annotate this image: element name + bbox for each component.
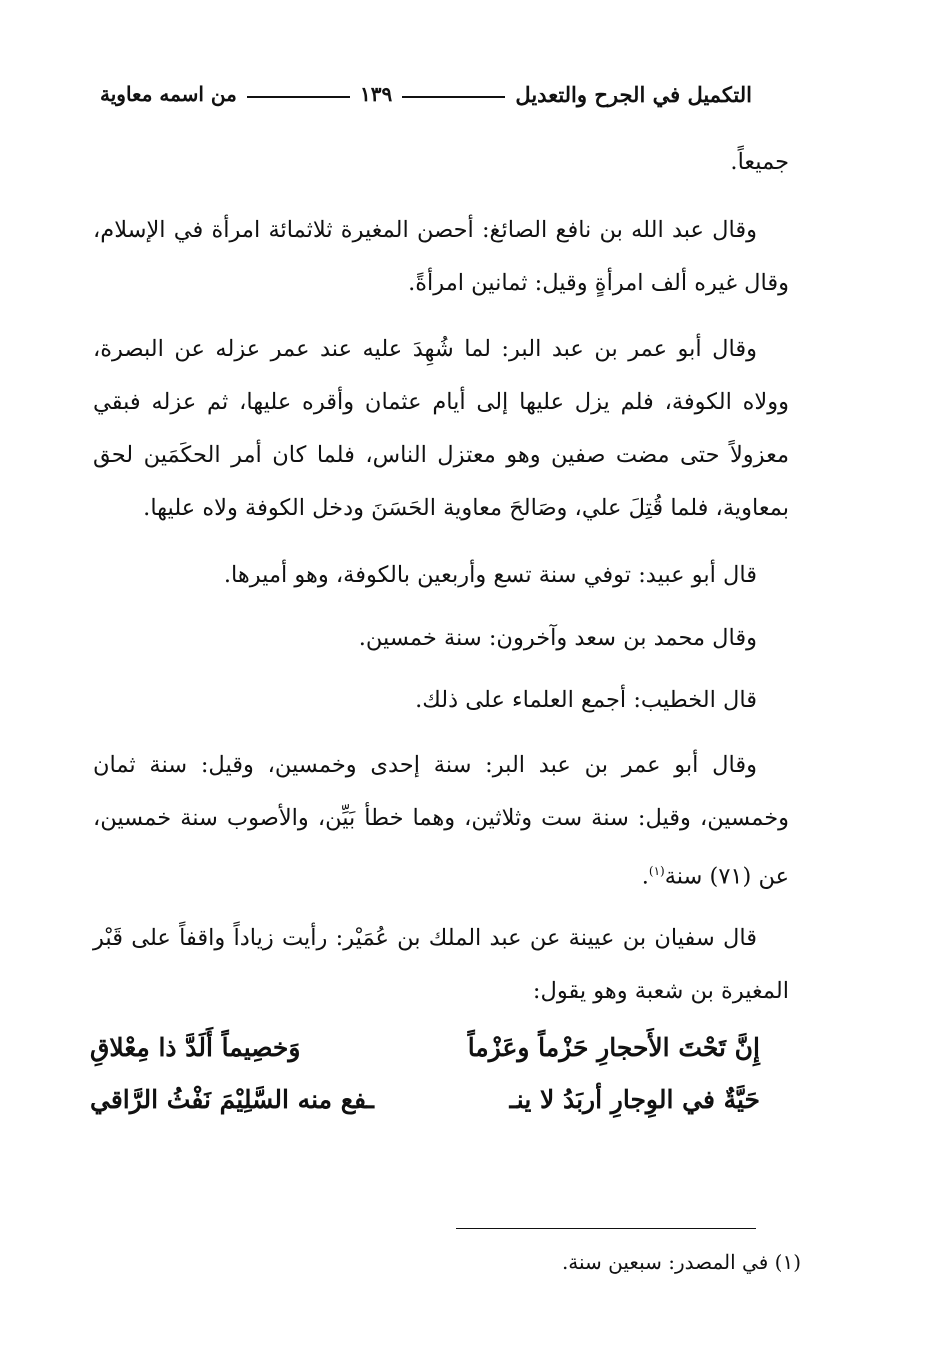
paragraph: وقال محمد بن سعد وآخرون: سنة خمسين. bbox=[358, 625, 757, 651]
verse-first-hemistich: حَيَّةٌ في الوِجارِ أربَدُ لا ينـ bbox=[509, 1085, 760, 1114]
footnote-marker: (١) bbox=[648, 864, 665, 878]
paragraph-end: . bbox=[641, 863, 649, 890]
paragraph: وقال أبو عمر بن عبد البر: لما شُهِدَ عليه عند عمر عزله عن البصرة، وولاه الكوفة، فلم يزل عليها إلى أيام عثمان وأقره عليها، ثم عزله فبقي معزولاً حتى مضت صفين وهو معتزل الناس، فلما كان أمر الحكَمَين لحق بمعاوية، فلما قُتِلَ علي، وصَالحَ معاوية الحَسَنَ ودخل الكوفة ولاه عليها. bbox=[93, 336, 789, 521]
header-rule bbox=[247, 96, 350, 98]
header-rule bbox=[402, 96, 505, 98]
paragraph: قال سفيان بن عيينة عن عبد الملك بن عُمَيْر: رأيت زياداً واقفاً على قَبْر المغيرة بن شعبة وهو يقول: bbox=[93, 925, 789, 1004]
verse-line bbox=[90, 1022, 760, 1074]
paragraph: قال الخطيب: أجمع العلماء على ذلك. bbox=[415, 687, 757, 713]
verse-first-hemistich: إِنَّ تَحْتَ الأَحجارِ حَزْماً وعَزْماً bbox=[467, 1033, 760, 1062]
section-title: من اسمه معاوية bbox=[100, 82, 237, 106]
poem bbox=[90, 1022, 760, 1126]
paragraph: قال أبو عبيد: توفي سنة تسع وأربعين بالكوفة، وهو أميرها. bbox=[223, 562, 757, 588]
paragraph: وقال عبد الله بن نافع الصائغ: أحصن المغيرة ثلاثمائة امرأة في الإسلام، وقال غيره ألف امرأةٍ وقيل: ثمانين امرأةً. bbox=[93, 217, 789, 296]
verse-line bbox=[90, 1074, 760, 1126]
page-number: ١٣٩ bbox=[360, 82, 393, 106]
running-header bbox=[100, 74, 752, 114]
paragraph-text: وقال أبو عمر بن عبد البر: سنة إحدى وخمسين، وقيل: سنة ثمان وخمسين، وقيل: سنة ست وثلاثين، وهما خطأ بَيِّن، والأصوب سنة خمسين، عن (٧١) سنة bbox=[93, 752, 789, 890]
footnote-separator bbox=[456, 1228, 756, 1229]
book-title: التكميل في الجرح والتعديل bbox=[515, 81, 752, 107]
footnote: (١) في المصدر: سبعين سنة. bbox=[561, 1250, 801, 1274]
verse-second-hemistich: وَخصِيماً أَلَدَّ ذا مِعْلاقِ bbox=[90, 1033, 301, 1062]
verse-second-hemistich: ـفع منه السَّلِيْمَ نَفْثُ الرَّاقي bbox=[90, 1085, 374, 1114]
paragraph: جميعاً. bbox=[730, 149, 789, 175]
paragraph bbox=[93, 739, 789, 904]
